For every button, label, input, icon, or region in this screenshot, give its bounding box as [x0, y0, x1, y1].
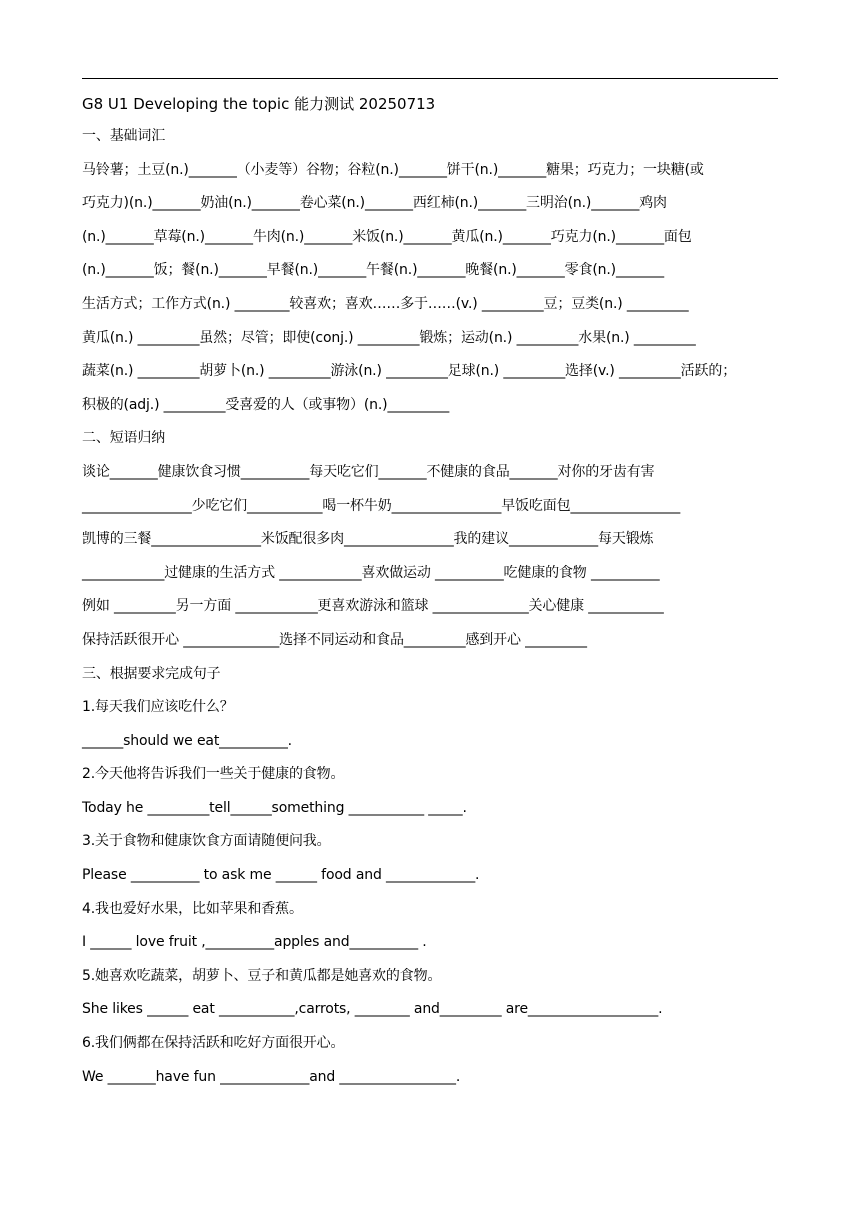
- question-prompt: 6.我们俩都在保持活跃和吃好方面很开心。: [82, 1035, 345, 1052]
- phrase-line: 保持活跃很开心 ______________选择不同运动和食品_________感到开心 _________: [82, 631, 587, 648]
- phrase-line: 凯博的三餐________________米饭配很多肉________________我的建议_____________每天锻炼: [82, 531, 654, 548]
- section-heading: 一、基础词汇: [82, 128, 166, 144]
- answer-line: Today he _________tell______something ___________ _____.: [82, 799, 467, 816]
- question-prompt: 4.我也爱好水果，比如苹果和香蕉。: [82, 900, 303, 917]
- document-body: [82, 94, 782, 1100]
- section-sentences: [82, 664, 782, 1087]
- vocab-line: 蔬菜(n.) _________胡萝卜(n.) _________游泳(n.) _________足球(n.) _________选择(v.) _________活跃的；: [82, 363, 737, 380]
- question-prompt: 2.今天他将告诉我们一些关于健康的食物。: [82, 766, 345, 783]
- vocab-line: 黄瓜(n.) _________虽然；尽管；即使(conj.) _________锻炼；运动(n.) _________水果(n.) _________: [82, 329, 696, 346]
- section-heading: 二、短语归纳: [82, 430, 166, 447]
- vocab-line: 生活方式；工作方式(n.) ________较喜欢；喜欢……多于……(v.) _________豆；豆类(n.) _________: [82, 295, 689, 312]
- phrase-line: 例如 _________另一方面 ____________更喜欢游泳和篮球 ______________关心健康 ___________: [82, 598, 664, 615]
- answer-line: She likes ______ eat ___________,carrots, ________ and_________ are___________________.: [82, 1001, 663, 1018]
- section-heading: 三、根据要求完成句子: [82, 665, 221, 682]
- vocab-line: 巧克力)(n.)_______奶油(n.)_______卷心菜(n.)_______西红柿(n.)_______三明治(n.)_______鸡肉: [82, 195, 667, 212]
- phrase-line: ________________少吃它们___________喝一杯牛奶________________早饭吃面包________________: [82, 497, 681, 514]
- vocab-line: 马铃薯；土豆(n.)_______（小麦等）谷物；谷粒(n.)_______饼干(n.)_______糖果；巧克力；一块糖(或: [82, 161, 704, 178]
- vocab-line: 积极的(adj.) _________受喜爱的人（或事物）(n.)_________: [82, 396, 450, 413]
- document-title: G8 U1 Developing the topic 能力测试 20250713: [82, 95, 436, 113]
- answer-line: I ______ love fruit ,__________apples and__________ .: [82, 934, 427, 951]
- answer-line: Please __________ to ask me ______ food and _____________.: [82, 867, 480, 884]
- header-rule: [82, 78, 778, 79]
- vocab-line: (n.)_______草莓(n.)_______牛肉(n.)_______米饭(n.)_______黄瓜(n.)_______巧克力(n.)_______面包: [82, 228, 692, 245]
- section-vocabulary: [82, 126, 782, 415]
- question-prompt: 1.每天我们应该吃什么？: [82, 699, 234, 716]
- answer-line: We _______have fun _____________and _________________.: [82, 1068, 461, 1085]
- answer-line: ______should we eat__________.: [82, 732, 292, 749]
- vocab-line: (n.)_______饭；餐(n.)_______早餐(n.)_______午餐(n.)_______晚餐(n.)_______零食(n.)_______: [82, 262, 664, 279]
- phrase-line: ____________过健康的生活方式 ____________喜欢做运动 __________吃健康的食物 __________: [82, 564, 660, 581]
- question-prompt: 3.关于食物和健康饮食方面请随便问我。: [82, 833, 331, 850]
- question-prompt: 5.她喜欢吃蔬菜，胡萝卜、豆子和黄瓜都是她喜欢的食物。: [82, 967, 442, 984]
- phrase-line: 谈论_______健康饮食习惯__________每天吃它们_______不健康的食品_______对你的牙齿有害: [82, 463, 655, 480]
- section-phrases: [82, 428, 782, 650]
